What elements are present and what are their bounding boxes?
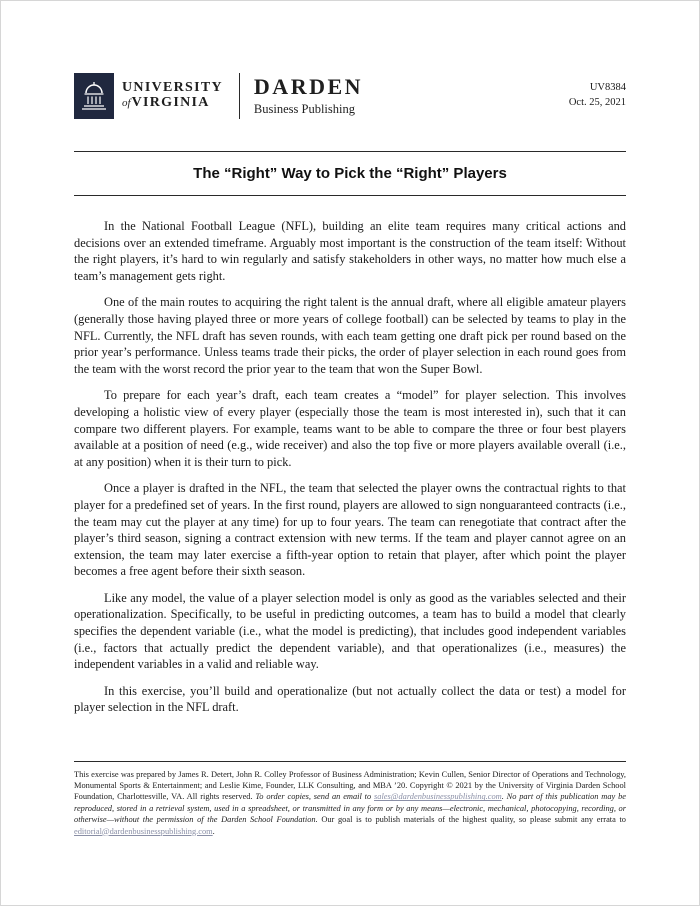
body-paragraph-1: In the National Football League (NFL), building an elite team requires many critical actions and decisions over an extended timeframe. Arguably most important is the construction of the team itself: Without the right players, it’s hard to win regularly and satisfy stakeholders in other ways, no matter how much else a team’s management gets right. [74, 219, 626, 283]
body-paragraph-2: One of the main routes to acquiring the right talent is the annual draft, where all eligible amateur players (generally those having played three or more years of college football) can be selected by teams to play in the NFL. Currently, the NFL draft has seven rounds, with each team getting one draft pick per round based on the prior year’s performance. Unless teams trade their picks, the order of player selection in each round goes from the team with the worst record the prior year to the team that won the Super Bowl. [74, 295, 626, 376]
footer-rule [74, 761, 626, 762]
uva-wordmark [122, 81, 223, 110]
title-rule [74, 195, 626, 196]
document-header [74, 73, 626, 119]
footer-no-part-text: . No part of this publication may be reproduced, stored in a retrieval system, used in a spreadsheet, or transmitted in any form or by any means—electronic, mechanical, photocopying, recording, or otherwise—without the permission of the Darden School Foundation. [74, 792, 627, 825]
header-rule [74, 151, 626, 152]
uva-rotunda-icon [74, 73, 114, 119]
sales-email-link[interactable]: sales@dardenbusinesspublishing.com [374, 792, 502, 802]
publisher-brand [74, 73, 363, 119]
document-footer [74, 761, 626, 905]
footer-order-copies-text: To order copies, send an email to [255, 792, 375, 802]
darden-brand-block [254, 75, 363, 117]
body-paragraph-3: To prepare for each year’s draft, each team creates a “model” for player selection. This involves developing a holistic view of every player (especially those the team is most interested in), such that it can compare two different players. For example, teams want to be able to compare the three or four best players available at a position of need (e.g., wide receiver) and also the top five or more players available overall (i.e., at any position) when it is their turn to pick. [74, 388, 626, 469]
document-body [74, 218, 626, 726]
uva-wordmark-line2 [122, 96, 223, 111]
footer-goal-text: Our goal is to publish materials of the highest quality, so please submit any errata to [317, 815, 626, 825]
doc-title: The “Right” Way to Pick the “Right” Players [193, 165, 507, 182]
uva-wordmark-line1: UNIVERSITY [122, 80, 223, 96]
darden-brand: DARDEN [253, 73, 364, 99]
doc-date: Oct. 25, 2021 [568, 97, 626, 109]
body-paragraph-6: In this exercise, you’ll build and operationalize (but not actually collect the data or test) a model for player selection in the NFL draft. [74, 683, 626, 715]
editorial-email-link[interactable]: editorial@dardenbusinesspublishing.com [74, 826, 213, 836]
uva-wordmark-virginia: VIRGINIA [131, 95, 210, 110]
body-paragraph-4: Once a player is drafted in the NFL, the team that selected the player owns the contractual rights to that player for a predefined set of years. In the first round, players are allowed to sign nonguaranteed contracts (i.e., the team may cut the player at any time) for up to four years. The team can renegotiate that contract after the player’s third season, signing a contract extension with new terms. If the team and player cannot agree on an extension, the team may later exercise a fifth-year option to retain that player, after which point the player becomes a free agent before their sixth season. [74, 481, 626, 579]
attribution-note [74, 769, 626, 837]
body-paragraph-5: Like any model, the value of a player selection model is only as good as the variables selected and their operationalization. Specifically, to be useful in predicting outcomes, a team has to build a model that clearly specifies the dependent variable (i.e., what the model is predicting), that includes good independent variables (i.e., factors that actually predict the dependent variable), and that operationalizes (i.e., measures) the independent variables in a valid and reliable way. [74, 590, 626, 672]
darden-subtitle: Business Publishing [253, 102, 355, 117]
document-meta [569, 73, 626, 110]
doc-number: UV8384 [589, 82, 626, 93]
footer-prepared-text: This exercise was prepared by James R. Detert, John R. Colley Professor of Business Administration; Kevin Cullen, Senior Director of Operations and Technology, Monumental Sports & Entertainment; and Leslie Kime, Founder, LLK Consulting, and MBA ’20. Copyright © 2021 by the University of Virginia Darden School Foundation, Charlottesville, VA. All rights reserved. [74, 769, 626, 802]
header-divider [239, 73, 240, 119]
footer-period: . [212, 826, 215, 836]
uva-wordmark-of: of [122, 97, 131, 109]
